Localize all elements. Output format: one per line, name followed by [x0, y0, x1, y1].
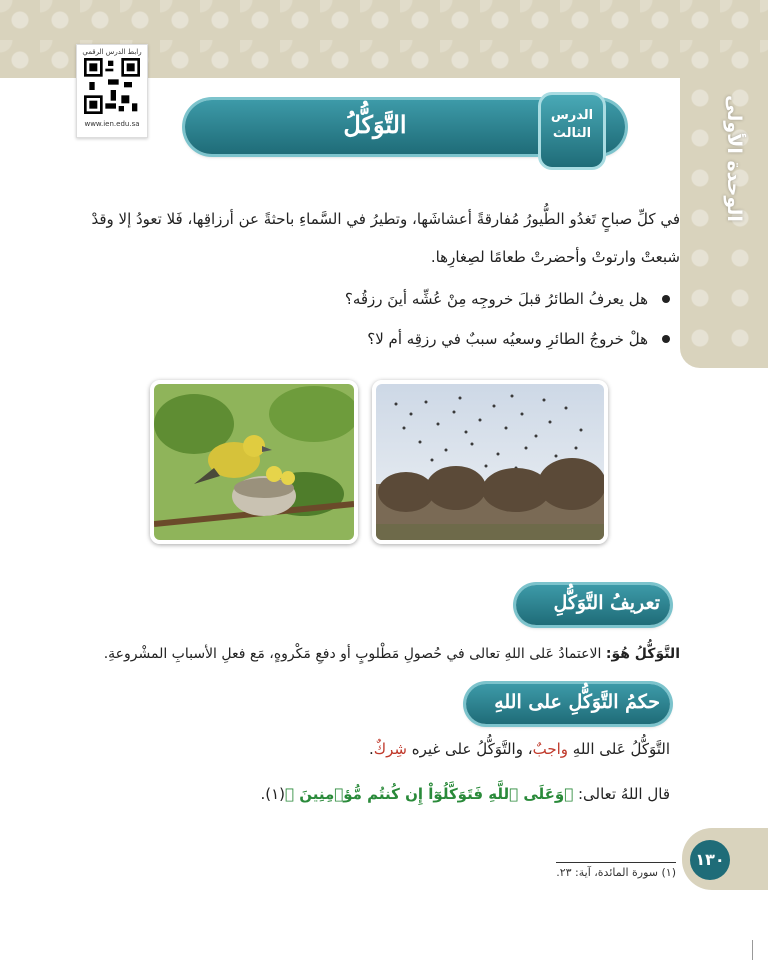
bird-nest-photo [150, 380, 358, 544]
quran-verse: ﴿وَعَلَى ٱللَّهِ فَتَوَكَّلُوٓاْ إِن كُنتُم مُّؤۡمِنِينَ ﴾ [285, 785, 574, 803]
definition-body: الاعتمادُ عَلى اللهِ تعالى في حُصولِ مَطْلوبٍ أو دفعِ مَكْروهٍ، مَع فعلِ الأسبابِ المشْروعةِ. [103, 646, 606, 662]
qr-code-icon[interactable] [84, 58, 140, 114]
ruling-shirk: شِركٌ [373, 740, 407, 758]
quran-quote [80, 785, 670, 803]
bullet-dot [662, 335, 670, 343]
ruling-text [80, 740, 670, 758]
bullet-dot [662, 295, 670, 303]
ruling-end: . [368, 740, 374, 758]
definition-text [60, 646, 680, 662]
lesson-tab-label: الدرس [550, 108, 594, 123]
ruling-part2: ، والتَّوَكُّلُ على غيره [406, 740, 533, 758]
question-item [80, 324, 670, 364]
lesson-tab-number: الثالث [552, 126, 592, 141]
lesson-title: التَّوَكُّلُ [343, 110, 407, 139]
question-list [80, 284, 670, 364]
birds-flock-photo [372, 380, 608, 544]
question-text: هل يعرفُ الطائرُ قبلَ خروجِه مِنْ عُشِّه أينَ رزقُه؟ [344, 290, 648, 308]
footnote: (١) سورة المائدة، آية: ٢٣. [556, 866, 676, 879]
qr-link-box[interactable] [76, 44, 148, 138]
lesson-number-tab [538, 92, 606, 170]
question-item [80, 284, 670, 324]
quote-intro: قال اللهُ تعالى: [573, 785, 670, 803]
qr-url[interactable]: www.ien.edu.sa [84, 120, 140, 128]
question-text: هلْ خروجُ الطائرِ وسعيُه سببٌ في رزقِه أم لا؟ [367, 330, 648, 348]
page-corner-mark [752, 940, 753, 960]
definition-heading: تعريفُ التَّوَكُّلِ [553, 592, 660, 614]
unit-label: الوحدة الأولى [723, 95, 745, 222]
intro-paragraph: في كلِّ صباحٍ تَغدُو الطُّيورُ مُفارقةً أعشاشَها، وتطيرُ في السَّماءِ باحثةً عن أرزاقِها، فَلا تعودُ إلا وقدْ شبعتْ وارتوتْ وأحضرتْ طعامًا لصِغارِها. [91, 210, 680, 266]
footnote-divider [556, 862, 676, 863]
page-number: ١٣٠ [690, 840, 730, 880]
ruling-heading: حكمُ التَّوَكُّلِ على اللهِ [494, 691, 660, 713]
qr-caption: رابط الدرس الرقمي [82, 48, 142, 56]
footnote-ref: (١). [260, 785, 285, 803]
ruling-part1: التَّوَكُّلُ عَلى اللهِ [568, 740, 670, 758]
ruling-wajib: واجبٌ [532, 740, 569, 758]
definition-term: التَّوَكُّلُ هُوَ: [605, 646, 680, 662]
